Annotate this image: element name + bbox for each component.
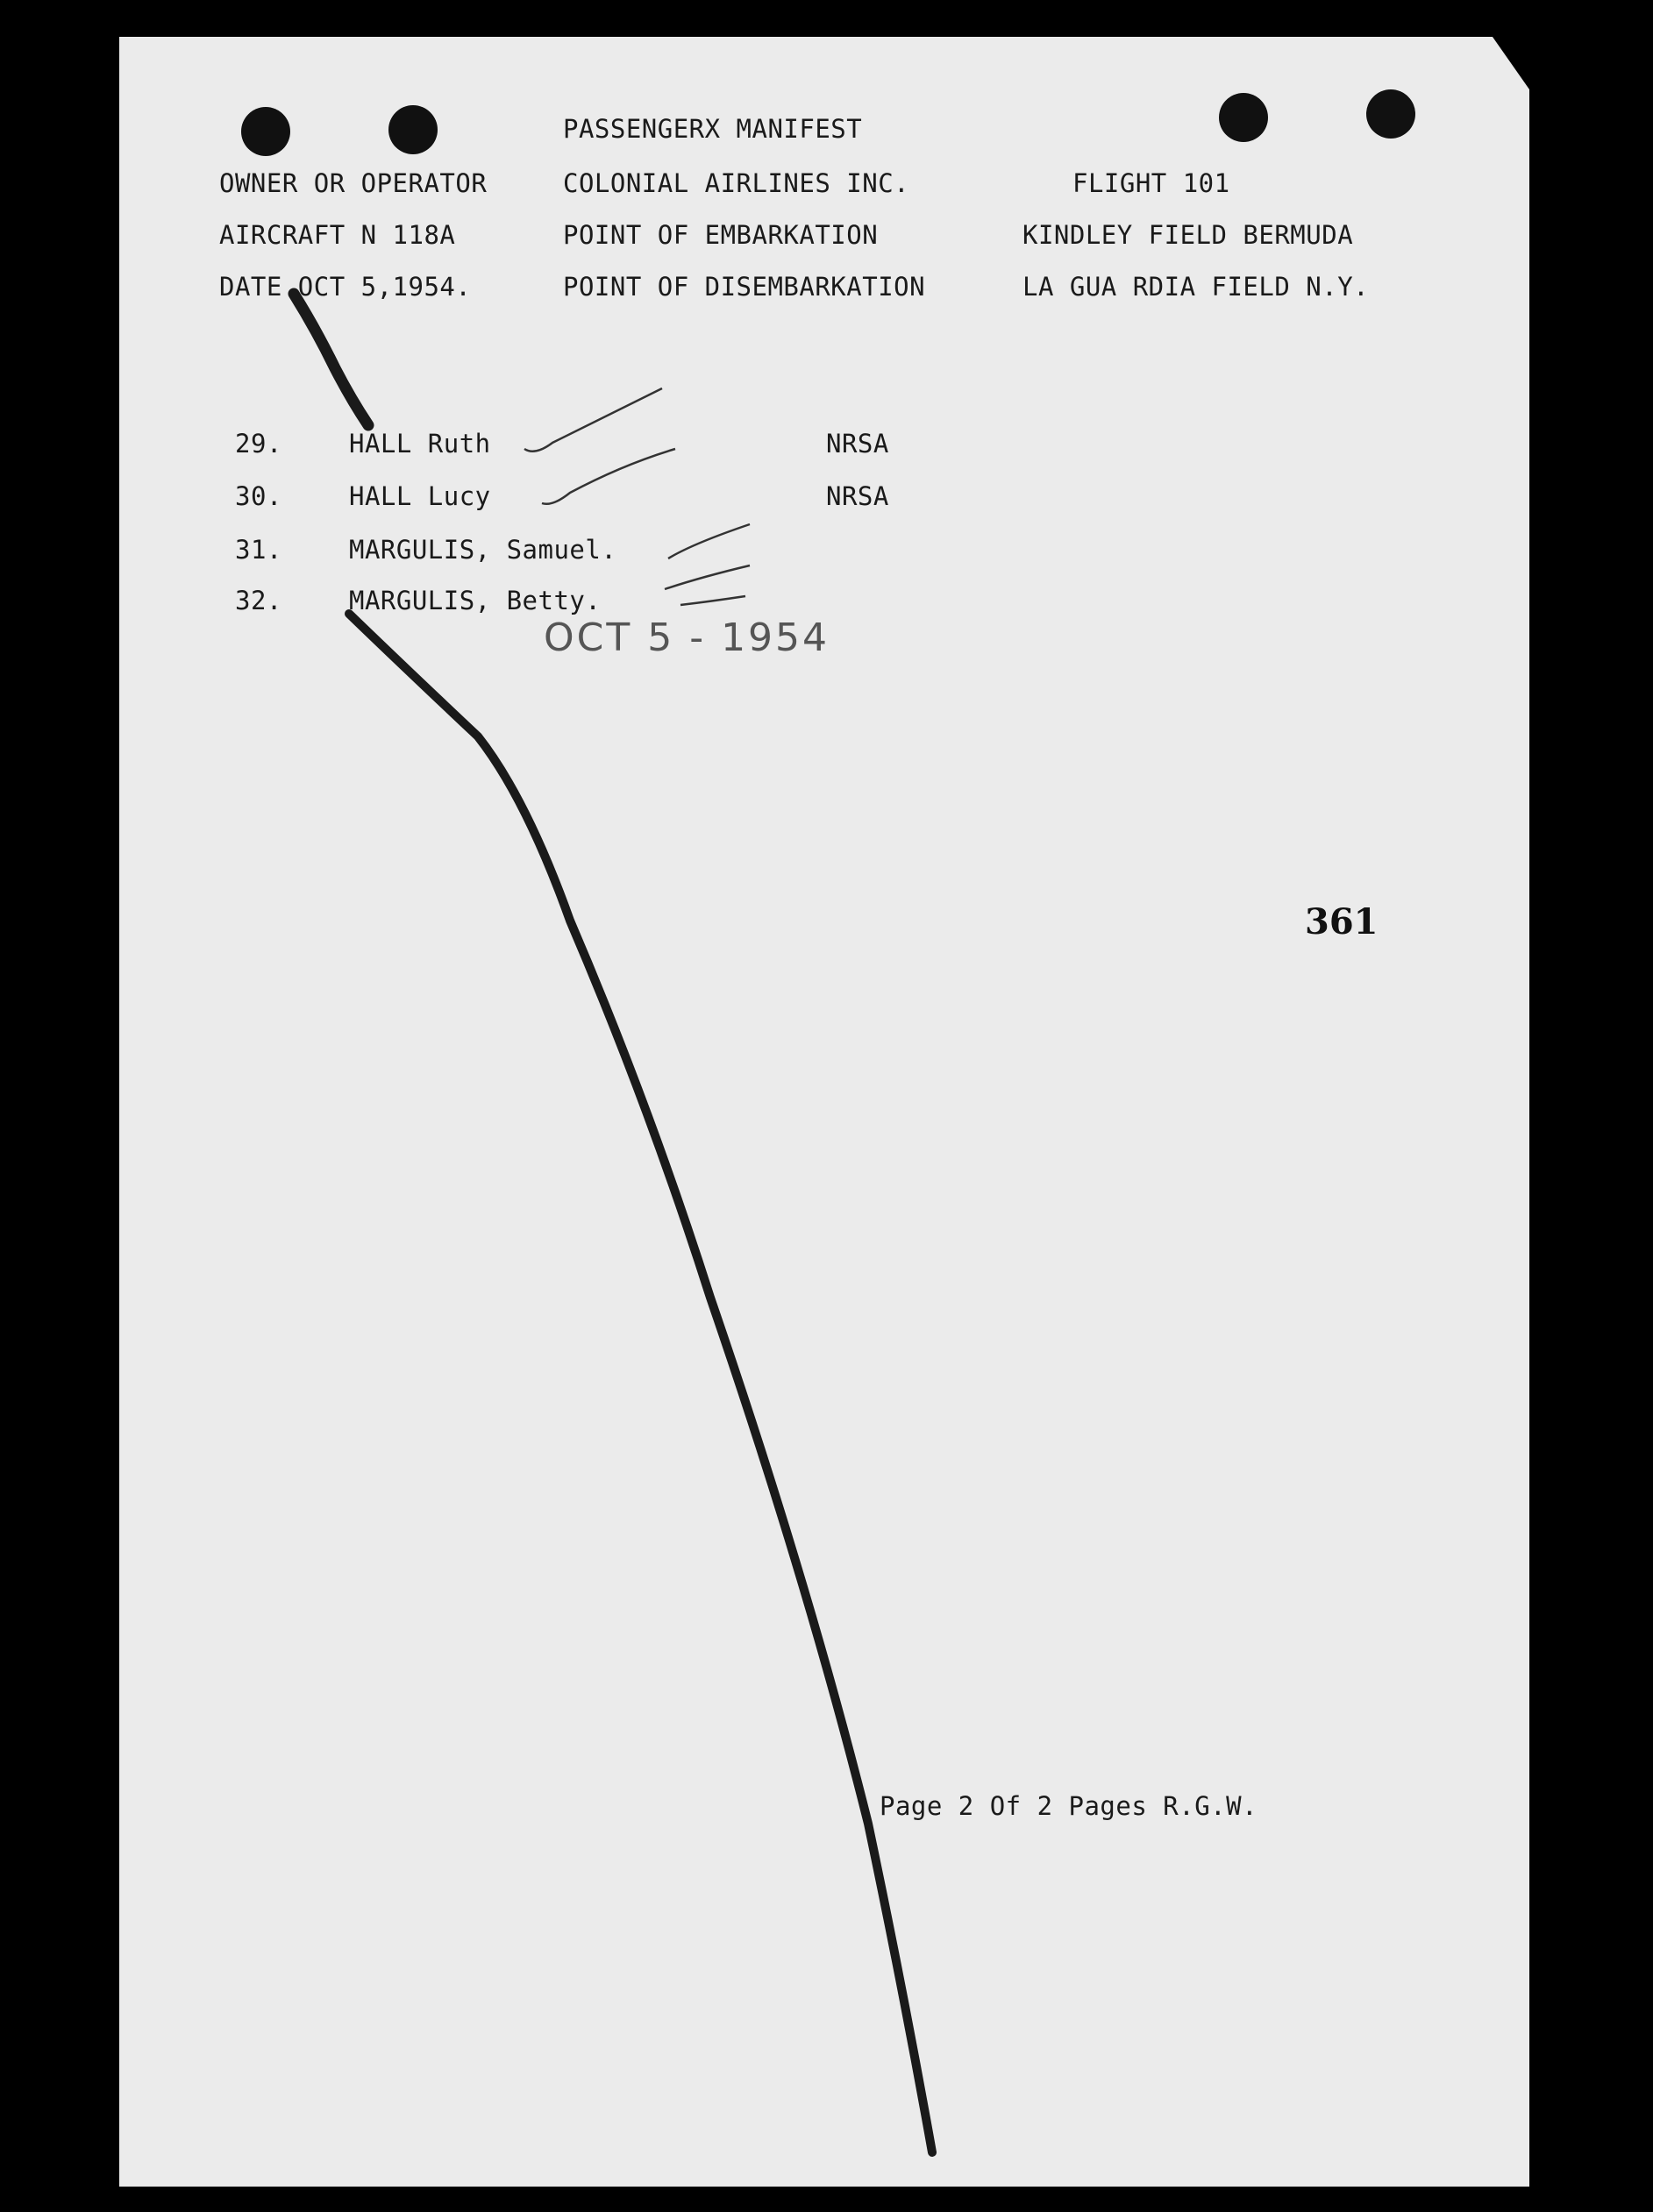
passenger-name: HALL Ruth bbox=[349, 429, 491, 459]
embarkation-label: POINT OF EMBARKATION bbox=[563, 220, 879, 250]
page-number: 361 bbox=[1305, 901, 1379, 942]
page-footer: Page 2 Of 2 Pages R.G.W. bbox=[880, 1791, 1258, 1821]
manifest-date: DATE OCT 5,1954. bbox=[219, 272, 472, 302]
passenger-number: 30. bbox=[235, 481, 282, 511]
disembarkation-label: POINT OF DISEMBARKATION bbox=[563, 272, 926, 302]
owner-label: OWNER OR OPERATOR bbox=[219, 168, 488, 198]
check-mark bbox=[668, 524, 750, 558]
check-mark bbox=[524, 388, 662, 452]
flight-number: FLIGHT 101 bbox=[1072, 168, 1230, 198]
check-mark bbox=[542, 449, 675, 504]
date-stamp: OCT 5 - 1954 bbox=[544, 615, 830, 660]
passenger-status: NRSA bbox=[826, 481, 889, 511]
manifest-title: PASSENGERX MANIFEST bbox=[563, 114, 863, 144]
embarkation-value: KINDLEY FIELD BERMUDA bbox=[1022, 220, 1354, 250]
passenger-name: HALL Lucy bbox=[349, 481, 491, 511]
passenger-number: 31. bbox=[235, 535, 282, 565]
passenger-name: MARGULIS, Samuel. bbox=[349, 535, 617, 565]
cancel-stroke bbox=[294, 294, 368, 425]
owner-value: COLONIAL AIRLINES INC. bbox=[563, 168, 910, 198]
cancel-line bbox=[349, 614, 932, 2152]
aircraft: AIRCRAFT N 118A bbox=[219, 220, 456, 250]
disembarkation-value: LA GUA RDIA FIELD N.Y. bbox=[1022, 272, 1370, 302]
passenger-status: NRSA bbox=[826, 429, 889, 459]
check-mark bbox=[680, 596, 745, 605]
passenger-number: 32. bbox=[235, 586, 282, 615]
check-mark bbox=[665, 565, 750, 589]
passenger-number: 29. bbox=[235, 429, 282, 459]
passenger-name: MARGULIS, Betty. bbox=[349, 586, 602, 615]
